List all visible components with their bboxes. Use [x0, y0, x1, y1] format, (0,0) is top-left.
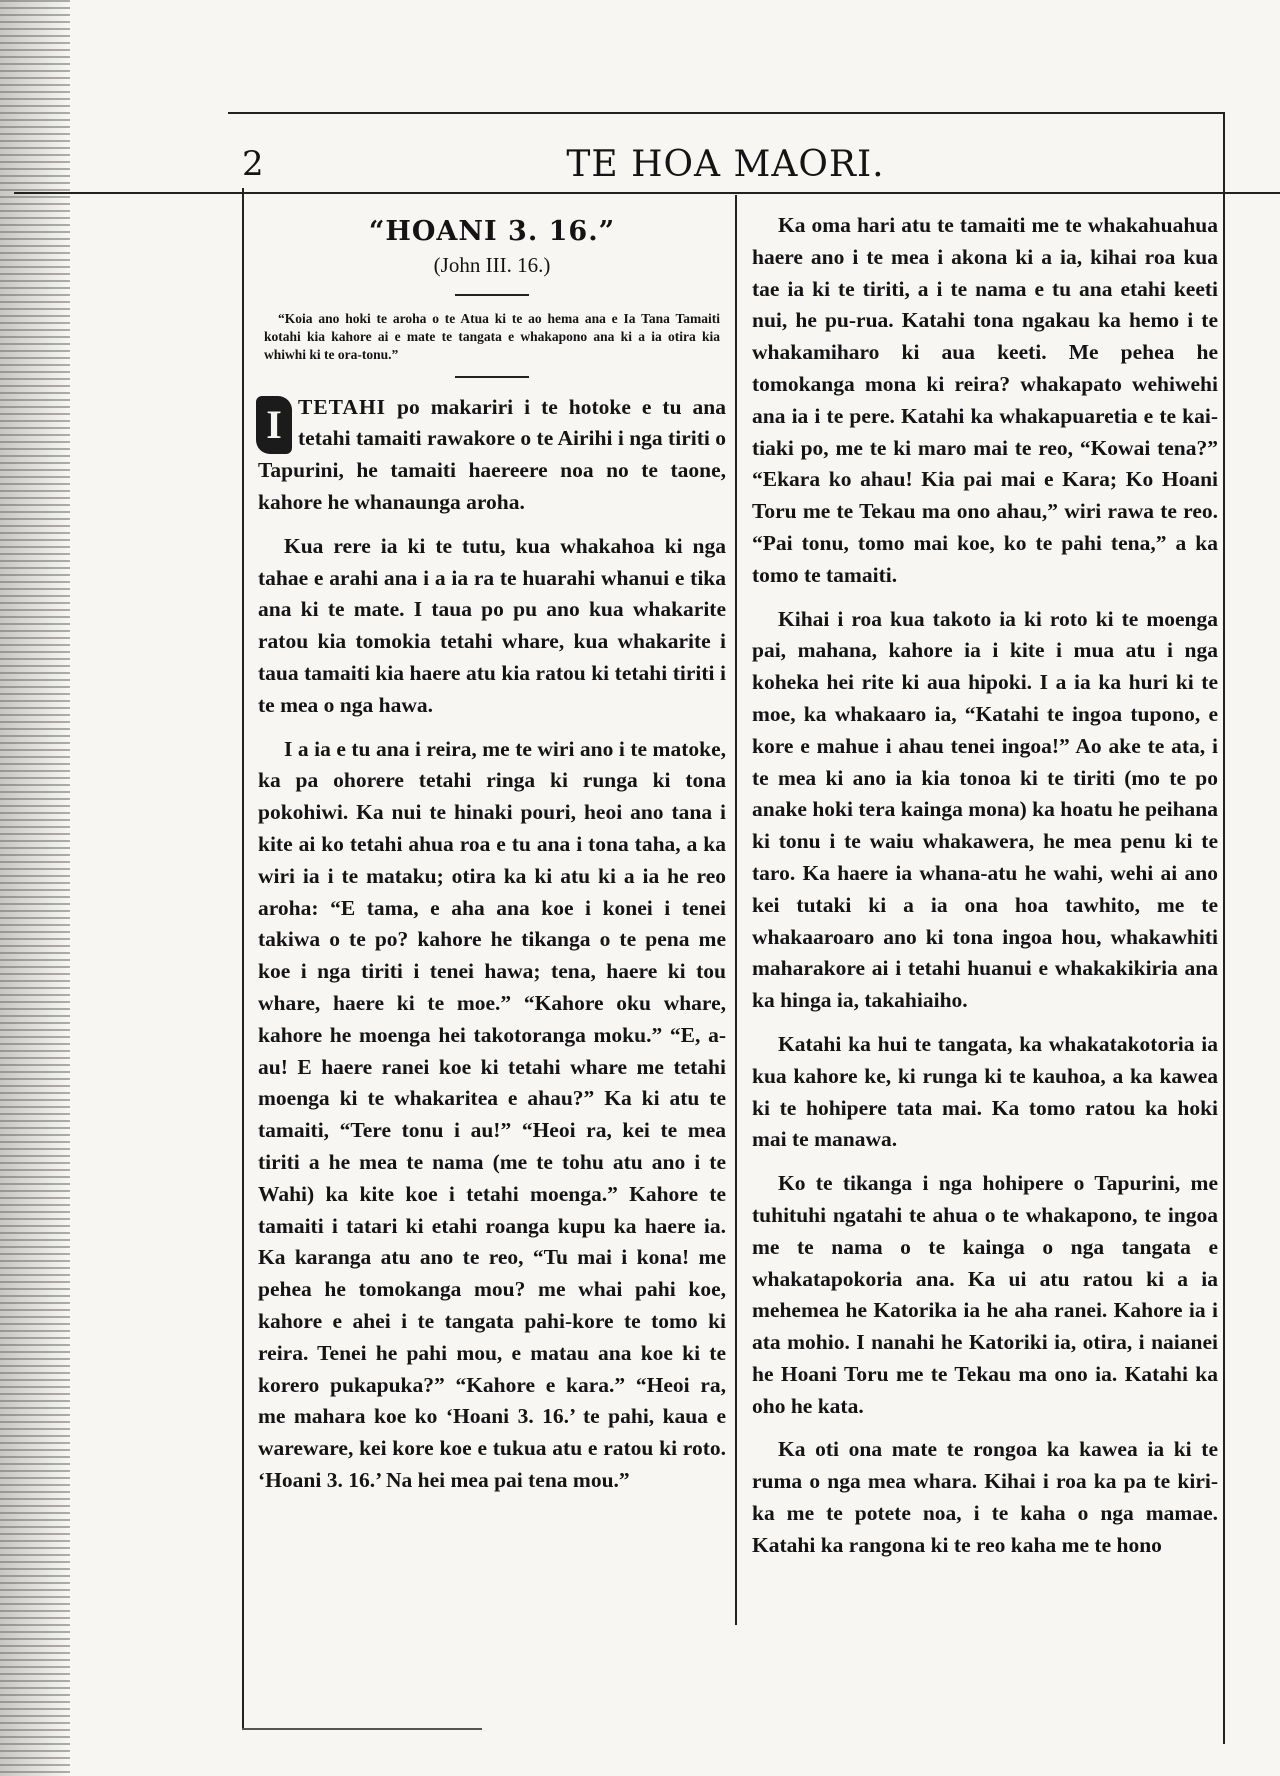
paragraph-right-1: Ka oma hari atu te tamaiti me te whakahuahua haere ano i te mea i akona ki a ia, kihai roa kua tae ia ki te tiriti, a i te nama e tu ana etahi keeti nui, he pu-rua. Katahi tona ngakau ka hemo i te whakamiharo ki aua keeti. Me pehea he tomokanga mona ki reira? whakapato wehiwehi ana ia i te pere. Katahi ka whakapuaretia e te kai-tiaki po, me te ki maro mai te reo, “Kowai tena?” “Ekara ko ahau! Kia pai mai e Kara; Ko Hoani Toru me te Tekau ma ono ahau,” wiri rawa te reo. “Pai tonu, tomo mai koe, ko te pahi tena,” a ka tomo te tamaiti. [752, 213, 1218, 587]
frame-bottom-rule [242, 1728, 482, 1730]
paragraph-right-3: Katahi ka hui te tangata, ka whakatakotoria ia kua kahore ke, ki runga ki te kauhoa, a ka kawea ki te hohipere tata mai. Ka tomo ratou ka hoki mai te manawa. [752, 1031, 1218, 1152]
paragraph-right-5: Ka oti ona mate te rongoa ka kawea ia ki te ruma o nga mea whara. Kihai i roa ka pa te kiri-ka me te potete noa, i te kaha o nga mamae. Katahi ka rangona ki te reo kaha me te hono [752, 1437, 1218, 1557]
epigraph-rule [455, 376, 529, 378]
article-subtitle: (John III. 16.) [433, 252, 551, 277]
paragraph-text: po makariri i te hotoke e tu ana tetahi tamaiti rawakore o te Airihi i nga tiriti o Tapurini, he tamaiti haereere noa no te taone, kahore he whanaunga aroha. [258, 394, 726, 514]
title-rule [455, 294, 529, 296]
header-rule [14, 192, 1280, 194]
paragraph-left-3: I a ia e tu ana i reira, me te wiri ano i te matoke, ka pa ohorere tetahi ringa ki runga ki tona pokohiwi. Ka nui te hinaki pouri, heoi ano tana i kite ai ko tetahi ahua roa e tu ana i tona taha, a ka wiri ia i te mataku; otira ka ki atu ki a ia he reo aroha: “E tama, e aha ana koe i konei i tenei takiwa o te po? kahore he tikanga o te pena me koe i nga tiriti i tenei hawa; tena, haere ki tou whare, haere ki te moe.” “Kahore oku whare, kahore he moenga hei takotoranga moku.” “E, a-au! E haere ranei koe ki tetahi whare me tetahi moenga ki te whakaritea e ahau?” Ka ki atu te tamaiti, “Tere tonu i au!” “Heoi ra, kei te mea tiriti a he mea te nama (me te tohu atu ano i te Wahi) ka kite koe i tetahi moenga.” Kahore te tamaiti i tatari ki etahi roanga kupu ka haere ia. Ka karanga atu ano te reo, “Tu mai i kona! me pehea he tomokanga mou? me whai pahi koe, kahore e ahei i te tangata pahi-kore te tomo ki reira. Tenei he pahi mou, e matau ana koe ki te korero pukapuka?” “Kahore e kara.” “Heoi ra, me mahara koe ko ‘Hoani 3. 16.’ te pahi, kaua e wareware, kei kore koe e tukua atu e ratou ki roto. ‘Hoani 3. 16.’ Na hei mea pai tena mou.” [258, 736, 726, 1492]
epigraph: “Koia ano hoki te aroha o te Atua ki te ao hema ana e Ia Tana Tamaiti kotahi kia kahore ai e mate te tangata e whakapono ana ki a ia otira kia whiwhi ki te ora-tonu.” [264, 310, 720, 362]
paragraph-right-4: Ko te tikanga i nga hohipere o Tapurini, me tuhituhi ngatahi te ahua o te whakapono, te ingoa me te nama o te kainga o nga tangata e whakatapokoria ana. Ka ui atu ratou ki a ia mehemea he Katorika ia he aha ranei. Kahore ia i ata mohio. I nanahi he Katoriki ia, otira, i naianei he Hoani Toru me te Tekau ma ono ia. Katahi ka oho he kata. [752, 1171, 1218, 1418]
left-column [258, 210, 726, 1509]
lead-word: TETAHI [298, 394, 387, 419]
article-opening [258, 392, 726, 519]
article-title: “HOANI 3. 16.” [368, 216, 616, 247]
page-header [228, 134, 1223, 184]
paragraph-right-2: Kihai i roa kua takoto ia ki roto ki te moenga pai, mahana, kahore ia i kite i mua atu i nga koheka hei rite ki aua hipoki. I a ia ka huri ki te moe, ka whakaaro ia, “Katahi te ingoa tupono, e kore e mahue i ahau tenei ingoa!” Ao ake te ata, i te mea ki ano ia kia tonoa ki te tiriti (mo te po anake hoki tera kainga mona) ka hoatu he peihana ki tonu i te waiu whakawera, he mea penu ki te taro. Ka haere ia whana-atu he wahi, wehi ai ano kei tutaki ki a ia ona hoa tawhito, me te whakaaroaro ano ki tona ingoa hou, whakawhiti maharakore ai i tetahi huanui e whakakikiria ana ka hinga ia, takahiaiho. [752, 606, 1218, 1013]
column-divider [735, 195, 737, 1625]
right-column [752, 210, 1218, 1574]
page-number: 2 [242, 144, 264, 184]
scan-edge-noise [0, 0, 70, 1776]
frame-left-rule [242, 188, 244, 1728]
paragraph-left-2: Kua rere ia ki te tutu, kua whakahoa ki nga tahae e arahi ana i a ia ra te huarahi whanui e tika ana ki te mate. I taua po pu ano kua whakarite ratou kia tomokia tetahi whare, kua whakarite i taua tamaiti kia haere atu kia ratou ki tetahi tiriti i te mea o nga hawa. [258, 533, 726, 717]
masthead-title: TE HOA MAORI. [566, 144, 885, 185]
paragraph-left-1 [258, 392, 726, 519]
drop-cap: I [256, 396, 292, 454]
